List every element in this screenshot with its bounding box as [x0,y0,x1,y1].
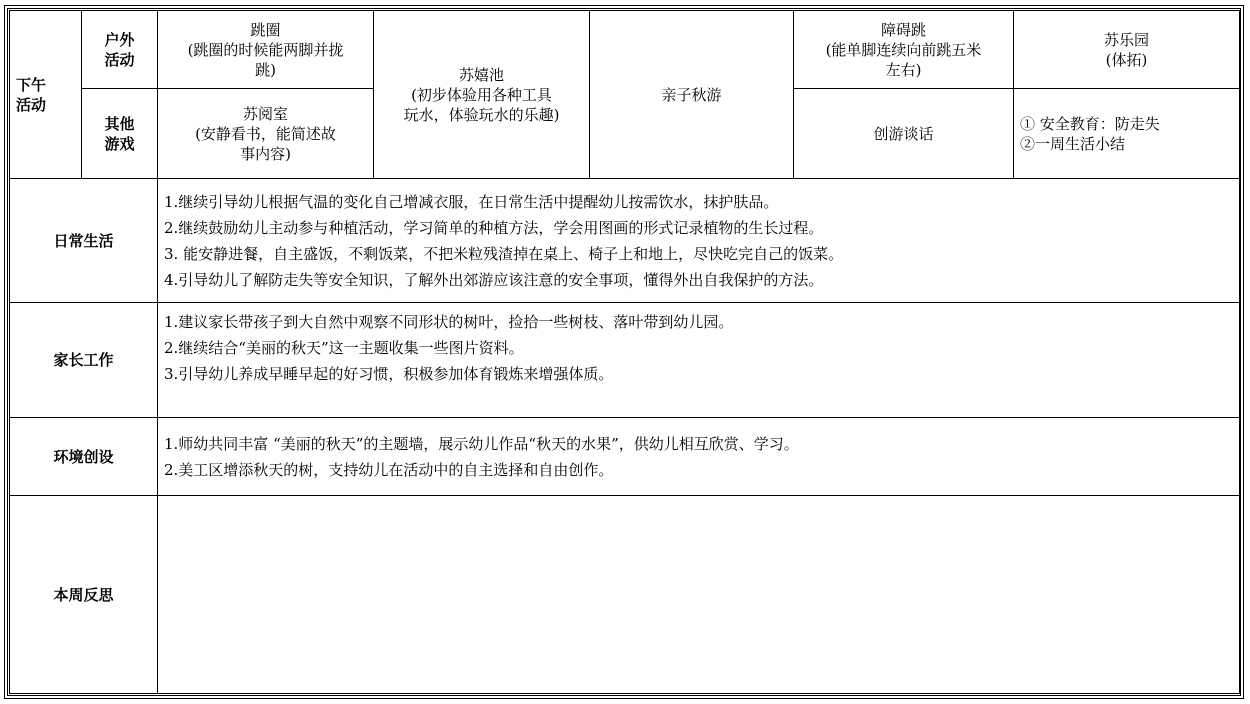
list-item: 2.继续鼓励幼儿主动参与种植活动，学习简单的种植方法，学会用图画的形式记录植物的生长过程。 [164,218,824,237]
other-games-label: 其他 游戏 [82,89,158,179]
environment-label: 环境创设 [10,418,158,496]
afternoon-activity-label [10,11,82,179]
parents-work-row [10,303,1240,418]
outdoor-activity-label: 户外 活动 [82,11,158,89]
list-item: 2.美工区增添秋天的树，支持幼儿在活动中的自主选择和自由创作。 [164,460,614,479]
parents-work-content [158,303,1240,418]
list-item: 1.师幼共同丰富 “美丽的秋天”的主题墙，展示幼儿作品“秋天的水果”，供幼儿相互欣赏、学习。 [164,434,799,453]
other-cell-4: 创游谈话 [794,89,1014,179]
weekly-plan-table [9,10,1240,694]
list-item: 1.建议家长带孩子到大自然中观察不同形状的树叶，捡拾一些树枝、落叶带到幼儿园。 [164,313,734,331]
list-item: 1.继续引导幼儿根据气温的变化自己增减衣服，在日常生活中提醒幼儿按需饮水，抹护肤品。 [164,192,779,211]
afternoon-label-line2: 活动 [16,95,47,114]
other-cell-1: 苏阅室 (安静看书，能简述故 事内容) [158,89,374,179]
reflection-label: 本周反思 [10,496,158,694]
list-item: 2.继续结合“美丽的秋天”这一主题收集一些图片资料。 [164,339,524,357]
afternoon-label-line1: 下午 [16,75,47,94]
outdoor-cell-4: 障碍跳 (能单脚连续向前跳五米 左右) [794,11,1014,89]
daily-life-row [10,179,1240,303]
parents-work-label: 家长工作 [10,303,158,418]
environment-content [158,418,1240,496]
daily-life-content [158,179,1240,303]
afternoon-outdoor-row [10,11,1240,89]
list-item: 4.引导幼儿了解防走失等安全知识，了解外出郊游应该注意的安全事项，懂得外出自我保护的方法。 [164,270,824,289]
other-cell-5: ① 安全教育：防走失 ②一周生活小结 [1014,89,1240,179]
environment-row [10,418,1240,496]
list-item: 3. 能安静进餐，自主盛饭，不剩饭菜，不把米粒残渣掉在桌上、椅子上和地上，尽快吃完自己的饭菜。 [164,244,844,263]
merged-pool-cell: 苏嬉池 (初步体验用各种工具 玩水，体验玩水的乐趣) [374,11,590,179]
reflection-content [158,496,1240,694]
merged-trip-cell: 亲子秋游 [590,11,794,179]
daily-life-label: 日常生活 [10,179,158,303]
outdoor-cell-5: 苏乐园 (体拓) [1014,11,1240,89]
outdoor-cell-1: 跳圈 (跳圈的时候能两脚并拢 跳) [158,11,374,89]
reflection-row [10,496,1240,694]
list-item: 3.引导幼儿养成早睡早起的好习惯，积极参加体育锻炼来增强体质。 [164,365,614,383]
